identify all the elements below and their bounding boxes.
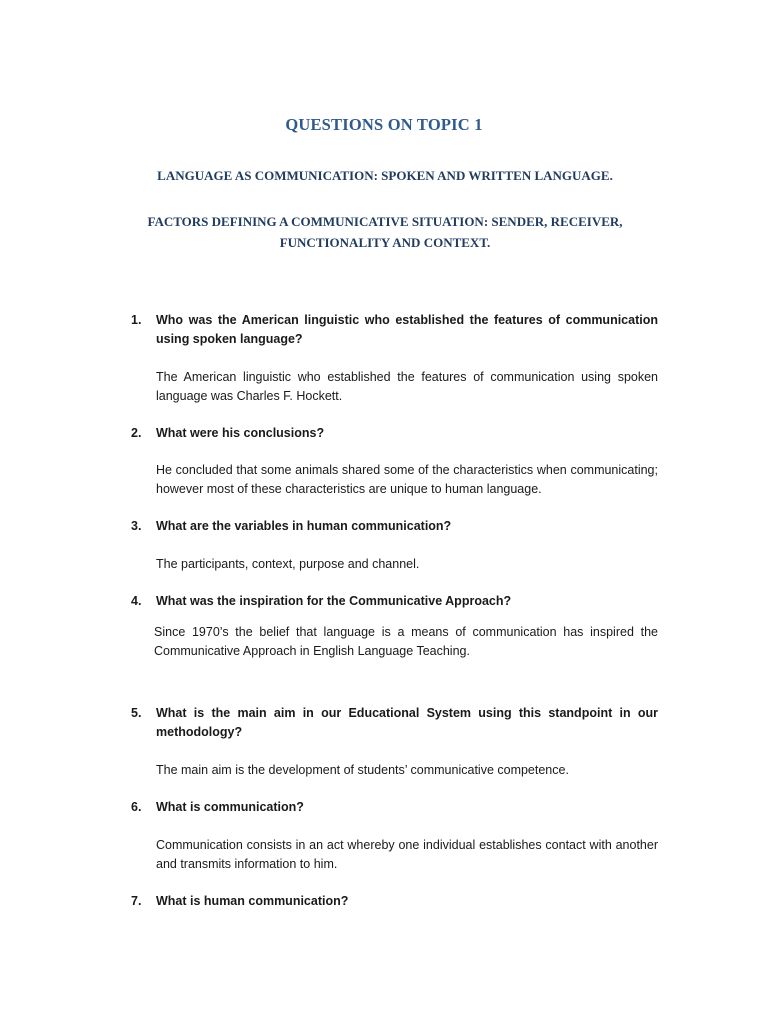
question-number: 3. — [131, 519, 142, 533]
answer-5: The main aim is the development of students’ communicative competence. — [156, 763, 569, 777]
question-7 — [131, 892, 658, 911]
question-text: Who was the American linguistic who established the features of communication using spoken language? — [156, 313, 658, 346]
question-text: What was the inspiration for the Communicative Approach? — [156, 594, 512, 608]
topic-subtitle: LANGUAGE AS COMMUNICATION: SPOKEN AND WRITTEN LANGUAGE. — [157, 168, 613, 183]
answer-6: Communication consists in an act whereby one individual establishes contact with another and transmits information to him. — [156, 838, 658, 871]
question-3 — [131, 517, 658, 536]
answer-2: He concluded that some animals shared some of the characteristics when communicating; however most of these characteristics are unique to human language. — [156, 463, 658, 496]
question-text: What are the variables in human communication? — [156, 519, 452, 533]
question-number: 2. — [131, 426, 142, 440]
answer-1: The American linguistic who established the features of communication using spoken language was Charles F. Hockett. — [156, 370, 658, 403]
answer-4: Since 1970’s the belief that language is a means of communication has inspired the Communicative Approach in English Language Teaching. — [154, 625, 658, 658]
answer-3: The participants, context, purpose and channel. — [156, 557, 420, 571]
question-text: What were his conclusions? — [156, 426, 325, 440]
question-1 — [131, 311, 658, 349]
question-number: 7. — [131, 894, 142, 908]
question-text: What is communication? — [156, 800, 304, 814]
question-number: 6. — [131, 800, 142, 814]
question-text: What is the main aim in our Educational System using this standpoint in our methodology? — [156, 706, 658, 739]
question-number: 4. — [131, 594, 142, 608]
topic-factors-subtitle: FACTORS DEFINING A COMMUNICATIVE SITUATION: SENDER, RECEIVER, FUNCTIONALITY AND CONTEXT. — [147, 214, 623, 250]
question-6 — [131, 798, 658, 817]
question-4 — [131, 592, 658, 611]
question-2 — [131, 424, 658, 443]
page-title: QUESTIONS ON TOPIC 1 — [285, 115, 483, 134]
question-number: 5. — [131, 706, 142, 720]
question-5 — [131, 704, 658, 742]
question-text: What is human communication? — [156, 894, 349, 908]
question-number: 1. — [131, 313, 142, 327]
